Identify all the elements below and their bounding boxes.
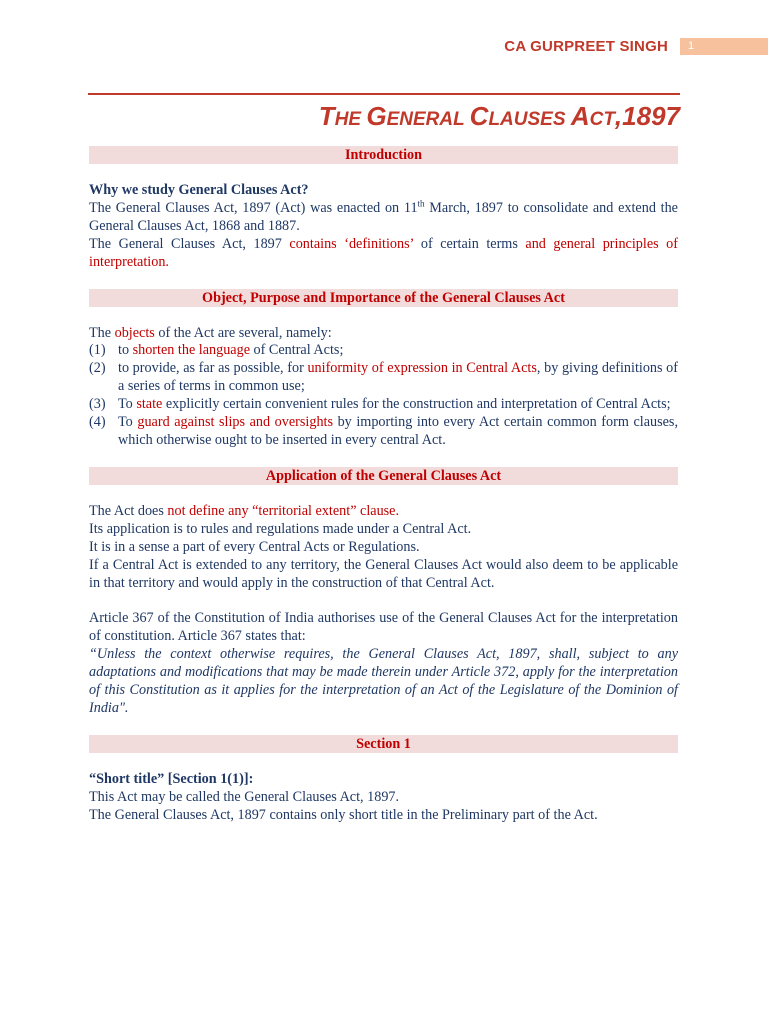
page-number: 1 [679, 38, 768, 55]
section-heading-application: Application of the General Clauses Act [89, 467, 678, 485]
intro-question: Why we study General Clauses Act? [89, 182, 309, 198]
application-line-2: Its application is to rules and regulations made under a Central Act. [89, 520, 472, 537]
header-author: CA GURPREET SINGH [504, 38, 668, 55]
section-heading-section-1: Section 1 [89, 735, 678, 753]
object-list [89, 342, 678, 449]
section1-line-1: This Act may be called the General Clauses Act, 1897. [89, 788, 400, 805]
application-line-4: If a Central Act is extended to any territory, the General Clauses Act would also deem to be applicable in that territory and would apply in the construction of that Central Act. [89, 556, 678, 591]
section-heading-introduction: Introduction [89, 146, 678, 164]
intro-paragraph-1: The General Clauses Act, 1897 (Act) was enacted on 11th March, 1897 to consolidate and extend the General Clauses Act, 1868 and 1887. [89, 198, 678, 234]
article-367-quote: “Unless the context otherwise requires, the General Clauses Act, 1897, shall, subject to any adaptations and modifications that may be made therein under Article 372, apply for the interpretation of this Constitution as it applies for the interpretation of an Act of the Legislature of the Dominion of India". [89, 646, 678, 716]
short-title-subheading: “Short title” [Section 1(1)]: [89, 770, 254, 787]
section-heading-object: Object, Purpose and Importance of the General Clauses Act [89, 289, 678, 307]
application-line-3: It is in a sense a part of every Central Acts or Regulations. [89, 538, 420, 555]
object-intro: The objects of the Act are several, namely: [89, 324, 332, 341]
document-title: THE GENERAL CLAUSES ACT,1897 [318, 101, 680, 131]
application-line-1: The Act does not define any “territorial extent” clause. [89, 502, 400, 519]
article-367-intro: Article 367 of the Constitution of India authorises use of the General Clauses Act for the interpretation of constitution. Article 367 states that: [89, 610, 678, 645]
header-rule [88, 93, 680, 95]
object-item-1: (1) to shorten the language of Central Acts; [89, 342, 344, 359]
section1-line-2: The General Clauses Act, 1897 contains only short title in the Preliminary part of the Act. [89, 806, 598, 823]
object-item-3: (3) To state explicitly certain convenient rules for the construction and interpretation of Central Acts; [89, 396, 671, 413]
object-item-2: (2) to provide, as far as possible, for uniformity of expression in Central Acts, by giving definitions of a series of terms in common use; [89, 360, 678, 395]
document-body [89, 146, 678, 825]
object-item-4: (4) To guard against slips and oversights by importing into every Act certain common form clauses, which otherwise ought to be inserted in every central Act. [89, 414, 678, 448]
intro-paragraph-2: The General Clauses Act, 1897 contains ‘definitions’ of certain terms and general principles of interpretation. [89, 235, 678, 270]
